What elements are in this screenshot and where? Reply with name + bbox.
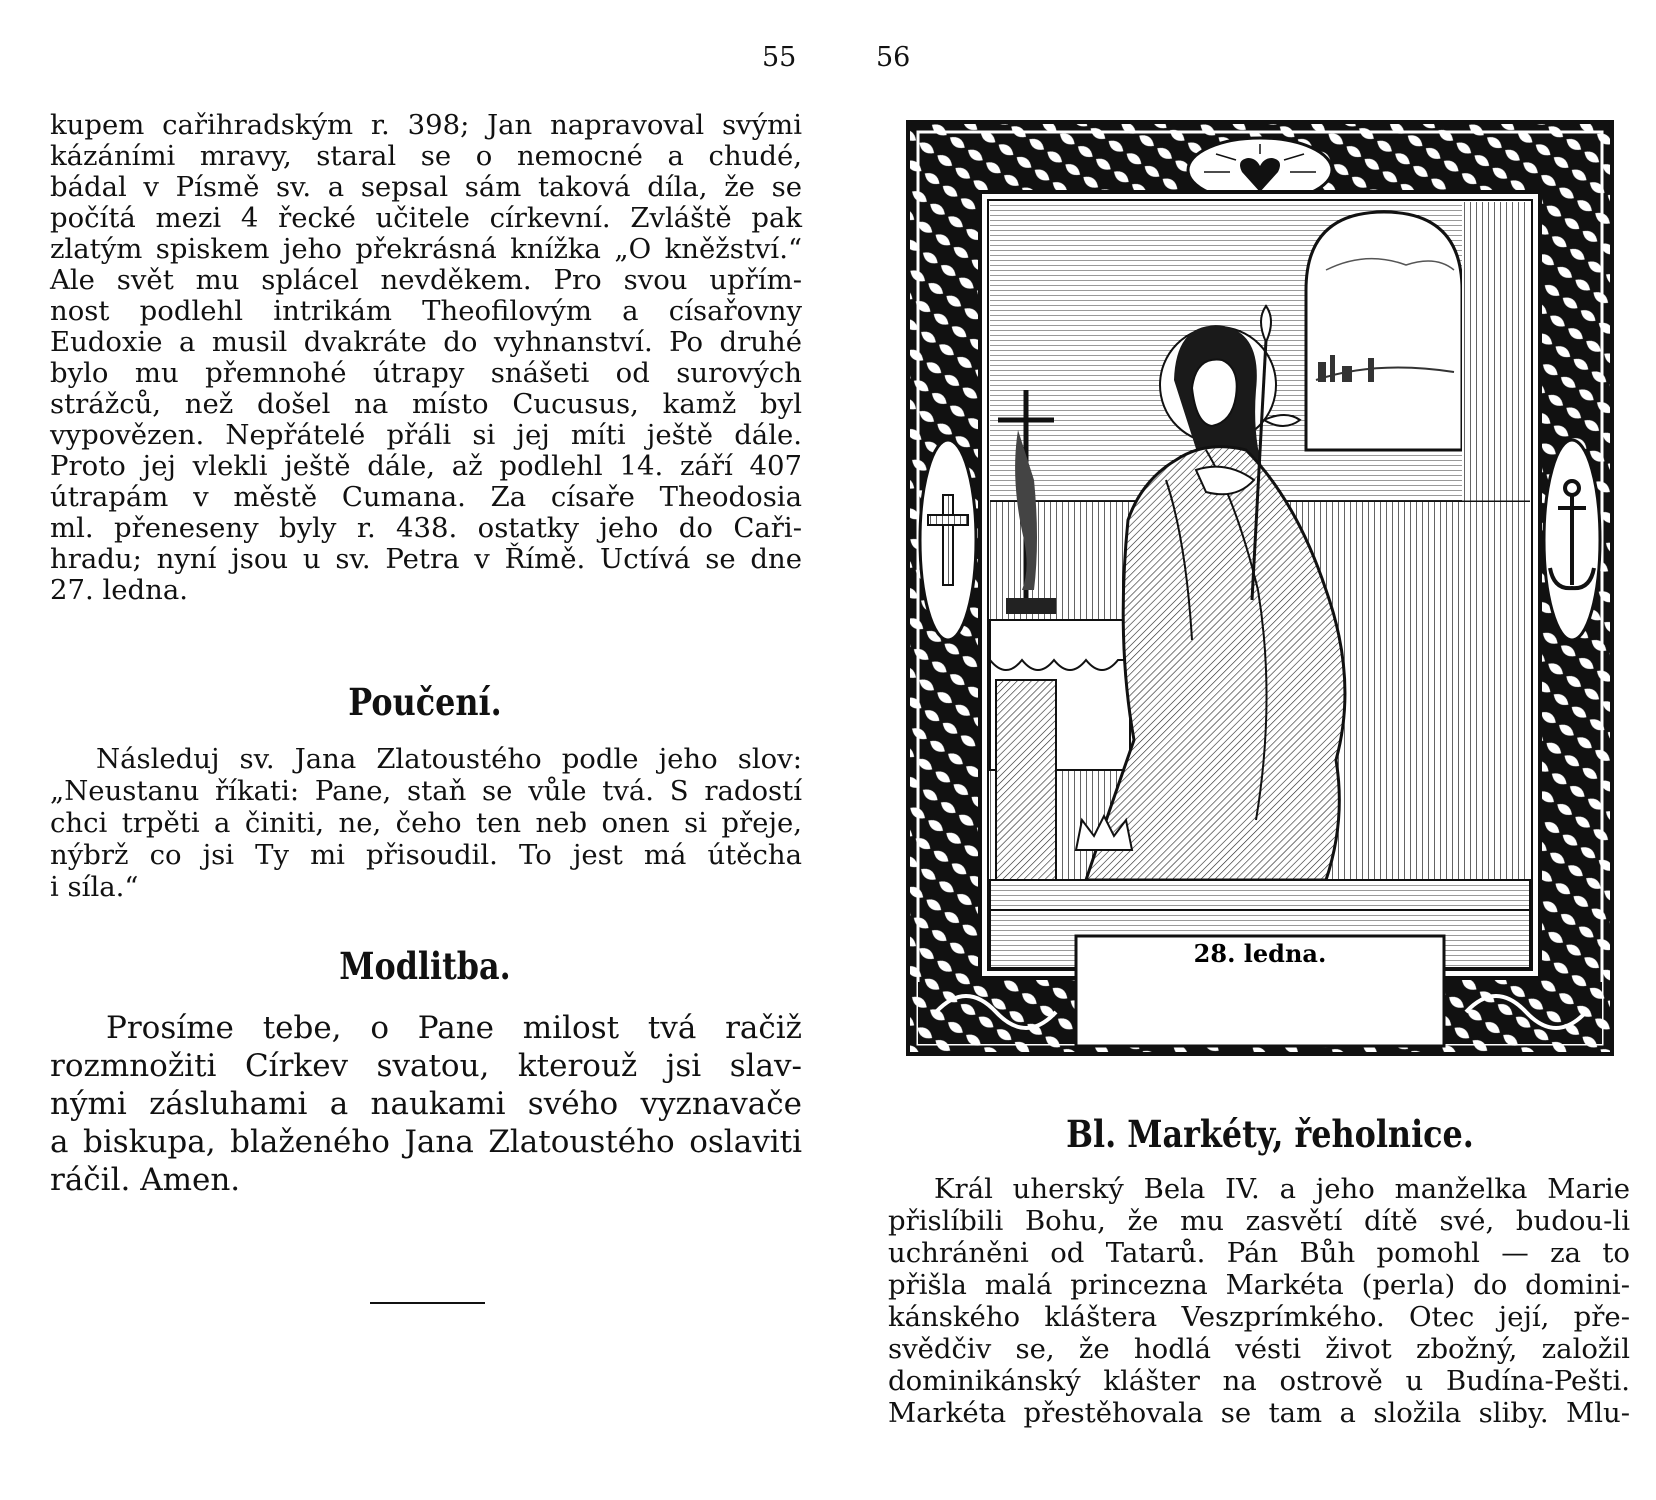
text-line: Eudoxie a musil dvakráte do vyhnanství. Po druhé	[50, 326, 802, 358]
text-line: Prosíme tebe, o Pane milost tvá račiž	[106, 1010, 802, 1046]
text-line: Markéta přestěhovala se tam a složila sliby. Mlu-	[888, 1397, 1630, 1429]
text-line: Král uherský Bela IV. a jeho manželka Marie	[934, 1173, 1630, 1205]
heading-pouceni: Poučení.	[348, 680, 502, 724]
text-line: bádal v Písmě sv. a sepsal sám taková díla, že se	[50, 171, 802, 203]
heading-modlitba: Modlitba.	[339, 944, 511, 988]
text-line: Ale svět mu splácel nevděkem. Pro svou upřím-	[50, 264, 802, 296]
text-line: nými zásluhami a naukami svého vyznavače	[50, 1086, 802, 1122]
text-line: ráčil. Amen.	[50, 1162, 241, 1198]
text-line: přislíbili Bohu, že mu zasvětí dítě své, budou-li	[888, 1205, 1630, 1237]
text-line: 27. ledna.	[50, 574, 188, 606]
text-line: „Neustanu říkati: Pane, staň se vůle tvá. S radostí	[50, 775, 802, 807]
text-line: uchráněni od Tatarů. Pán Bůh pomohl — za to	[888, 1237, 1630, 1269]
section-divider	[370, 1302, 485, 1304]
text-line: nost podlehl intrikám Theofilovým a císařovny	[50, 295, 802, 327]
crucifix-base	[1006, 598, 1056, 614]
text-line: i síla.“	[50, 871, 139, 903]
text-line: přišla malá princezna Markéta (perla) do domini-	[888, 1269, 1630, 1301]
text-line: hradu; nyní jsou u sv. Petra v Římě. Uctívá se dne	[50, 543, 802, 575]
text-line: kánského kláštera Veszprímkého. Otec její, pře-	[888, 1301, 1630, 1333]
text-line: svědčiv se, že hodlá vésti život zbožný, založil	[888, 1333, 1630, 1365]
text-line: počítá mezi 4 řecké učitele církevní. Zvláště pak	[50, 202, 802, 234]
arched-window	[1306, 212, 1462, 450]
text-line: kázáními mravy, staral se o nemocné a chudé,	[50, 140, 802, 172]
text-line: vypovězen. Nepřátelé přáli si jej míti ještě dále.	[50, 419, 802, 451]
text-line: bylo mu přemnohé útrapy snášeti od surových	[50, 357, 802, 389]
page-number-right: 56	[876, 42, 911, 73]
text-line: ml. přeneseny byly r. 438. ostatky jeho do Caři-	[50, 512, 802, 544]
text-line: chci trpěti a činiti, ne, čeho ten neb onen si přeje,	[50, 807, 802, 839]
text-line: strážců, než došel na místo Cucusus, kamž byl	[50, 388, 802, 420]
text-line: zlatým spiskem jeho překrásná knížka „O kněžství.“	[50, 233, 802, 265]
text-line: útrapám v městě Cumana. Za císaře Theodosia	[50, 481, 802, 513]
text-line: a biskupa, blaženého Jana Zlatoustého oslaviti	[50, 1124, 802, 1160]
text-line: nýbrž co jsi Ty mi přisoudil. To jest má útěcha	[50, 839, 802, 871]
heading-markety: Bl. Markéty, řeholnice.	[1066, 1112, 1474, 1156]
text-line: Následuj sv. Jana Zlatoustého podle jeho slov:	[96, 743, 802, 775]
page-number-left: 55	[762, 42, 797, 73]
text-line: dominikánský klášter na ostrově u Budína-Pešti.	[888, 1365, 1630, 1397]
text-line: kupem cařihradským r. 398; Jan napravoval svými	[50, 109, 802, 141]
text-line: rozmnožiti Církev svatou, kterouž jsi slav-	[50, 1048, 802, 1084]
saint-margaret-illustration	[906, 120, 1614, 1056]
text-line: Proto jej vlekli ještě dále, až podlehl 14. září 407	[50, 450, 802, 482]
illustration-caption: 28. ledna.	[1193, 939, 1327, 968]
